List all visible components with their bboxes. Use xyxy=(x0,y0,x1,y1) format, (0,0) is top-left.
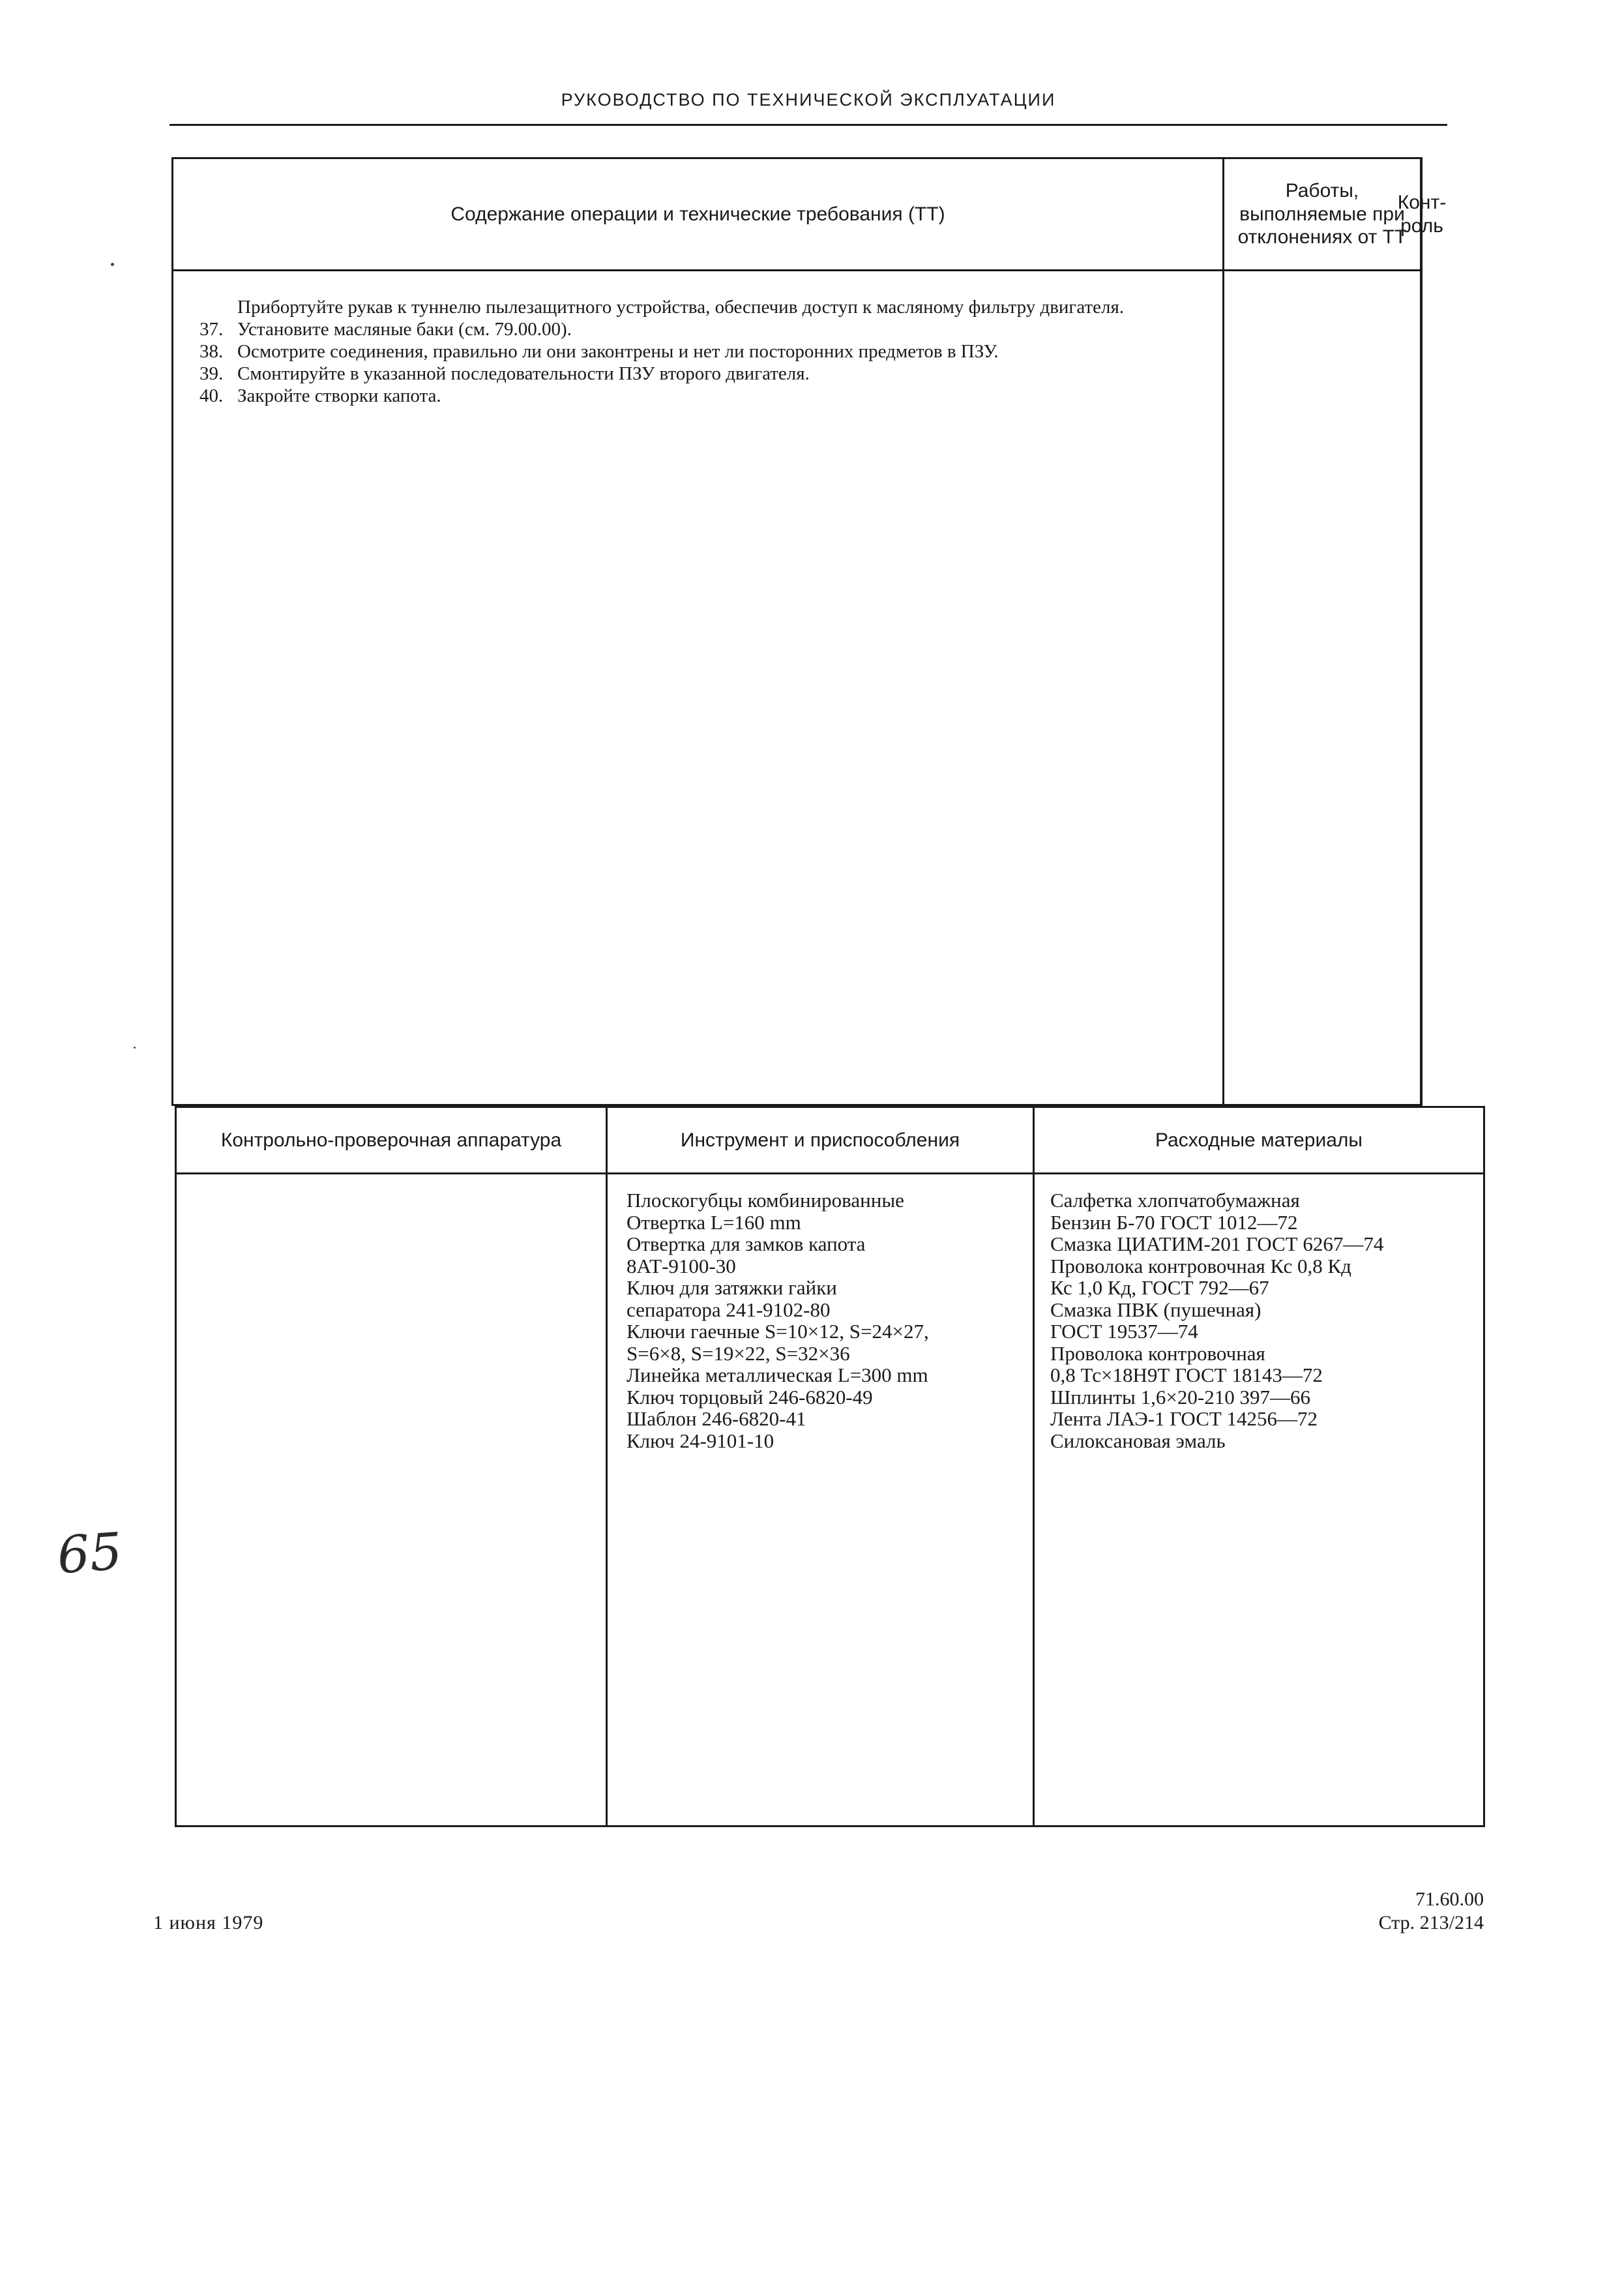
tool-item: Плоскогубцы комбинированные xyxy=(627,1189,904,1212)
column-header-deviation-works: Работы, выполняемые при отклонениях от ТТ xyxy=(1237,180,1407,248)
tool-item: сепаратора 241-9102-80 xyxy=(627,1298,831,1321)
step-number: 40. xyxy=(199,385,224,406)
tool-item: Ключ торцовый 246-6820-49 xyxy=(627,1385,873,1409)
operation-step xyxy=(199,363,1223,385)
step-text: Осмотрите соединения, правильно ли они законтрены и нет ли посторонних предметов в ПЗУ. xyxy=(237,341,999,362)
consumable-item: Лента ЛАЭ-1 ГОСТ 14256—72 xyxy=(1050,1407,1318,1430)
operation-step xyxy=(199,318,1223,340)
consumable-item: Салфетка хлопчатобумажная xyxy=(1050,1189,1300,1212)
step-number: 38. xyxy=(199,341,224,362)
tool-item: Ключ 24-9101-10 xyxy=(627,1429,774,1452)
consumable-item: Проволока контровочная Кс 0,8 Кд xyxy=(1050,1254,1351,1277)
handwritten-page-number: 65 xyxy=(55,1522,125,1586)
tool-item: Отвертка для замков капота xyxy=(627,1232,866,1255)
consumable-item: Шплинты 1,6×20-210 397—66 xyxy=(1050,1385,1310,1409)
header-rule xyxy=(170,124,1447,126)
column-header-tools: Инструмент и приспособления xyxy=(680,1129,960,1151)
operation-step xyxy=(199,340,1223,363)
column-divider xyxy=(1033,1108,1035,1825)
step-text: Закройте створки капота. xyxy=(237,385,441,406)
column-divider xyxy=(606,1108,608,1825)
column-divider xyxy=(1420,159,1422,1104)
tool-item: S=6×8, S=19×22, S=32×36 xyxy=(627,1341,850,1365)
page-header-title: РУКОВОДСТВО ПО ТЕХНИЧЕСКОЙ ЭКСПЛУАТАЦИИ xyxy=(561,90,1056,110)
footer-doc-code: 71.60.00 xyxy=(1415,1888,1484,1910)
tool-item: Линейка металлическая L=300 mm xyxy=(627,1364,928,1386)
tool-item: Ключи гаечные S=10×12, S=24×27, xyxy=(627,1320,929,1343)
column-header-consumables: Расходные материалы xyxy=(1155,1129,1363,1151)
column-header-test-equipment: Контрольно-проверочная аппаратура xyxy=(220,1129,562,1151)
tools-list xyxy=(627,1189,1031,1452)
consumable-item: ГОСТ 19537—74 xyxy=(1050,1320,1198,1343)
operation-steps-list xyxy=(199,296,1223,407)
scan-speck xyxy=(111,263,114,266)
step-text: Смонтируйте в указанной последовательности ПЗУ второго двигателя. xyxy=(237,363,810,384)
step-text: Прибортуйте рукав к туннелю пылезащитного устройства, обеспечив доступ к масляному фильтру двигателя. xyxy=(237,297,1125,318)
step-number: 37. xyxy=(199,319,224,340)
footer-reference xyxy=(1379,1888,1484,1935)
step-text: Установите масляные баки (см. 79.00.00). xyxy=(237,319,572,340)
consumable-item: 0,8 Тс×18Н9Т ГОСТ 18143—72 xyxy=(1050,1364,1323,1386)
column-header-operation-content: Содержание операции и технические требования (ТТ) xyxy=(450,203,945,225)
tool-item: Ключ для затяжки гайки xyxy=(627,1276,837,1299)
consumable-item: Кс 1,0 Кд, ГОСТ 792—67 xyxy=(1050,1276,1269,1299)
consumable-item: Смазка ЦИАТИМ-201 ГОСТ 6267—74 xyxy=(1050,1232,1384,1255)
consumable-item: Силоксановая эмаль xyxy=(1050,1429,1226,1452)
operations-table xyxy=(171,157,1447,1106)
scan-speck xyxy=(134,1047,136,1049)
tool-item: Шаблон 246-6820-41 xyxy=(627,1407,806,1430)
operations-table-header-row: Содержание операции и технические требования (ТТ) Работы, выполняемые при отклонениях от ТТ Конт-роль xyxy=(173,159,1421,271)
operation-step xyxy=(199,296,1223,318)
resources-table xyxy=(175,1106,1485,1827)
consumable-item: Смазка ПВК (пушечная) xyxy=(1050,1298,1261,1321)
tool-item: Отвертка L=160 mm xyxy=(627,1210,801,1234)
step-number: 39. xyxy=(199,363,224,384)
tool-item: 8АТ-9100-30 xyxy=(627,1254,736,1277)
operation-step xyxy=(199,385,1223,407)
resources-table-header-row xyxy=(177,1108,1483,1174)
footer-date: 1 июня 1979 xyxy=(153,1912,264,1933)
footer-page-number: Стр. 213/214 xyxy=(1378,1912,1484,1933)
consumable-item: Бензин Б-70 ГОСТ 1012—72 xyxy=(1050,1210,1298,1234)
consumables-list xyxy=(1050,1189,1481,1452)
consumable-item: Проволока контровочная xyxy=(1050,1341,1265,1365)
